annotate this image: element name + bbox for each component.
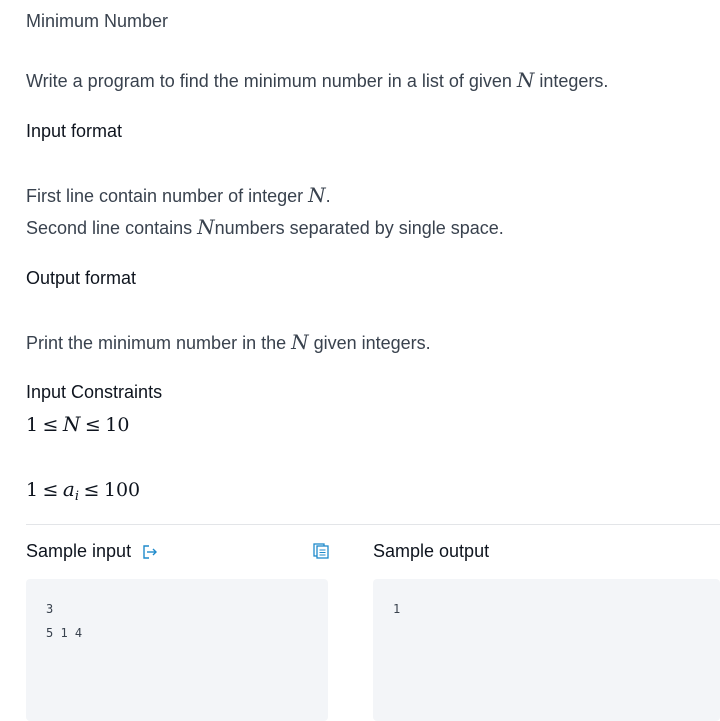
constraint-low: 1 bbox=[26, 414, 39, 436]
input-format-heading: Input format bbox=[26, 121, 123, 141]
sample-input-box[interactable] bbox=[26, 579, 328, 721]
output-format-heading: Output format bbox=[26, 268, 137, 288]
open-in-editor-icon[interactable] bbox=[141, 543, 159, 561]
math-variable: N bbox=[291, 330, 309, 354]
math-variable: a bbox=[62, 477, 75, 501]
output-format-text: Print the minimum number in the bbox=[26, 333, 292, 353]
copy-icon[interactable] bbox=[312, 541, 330, 559]
section-divider bbox=[26, 524, 720, 525]
statement-text: integers. bbox=[534, 71, 609, 91]
sample-input-code: 3 5 1 4 bbox=[46, 602, 83, 640]
input-format-line-1 bbox=[26, 184, 331, 207]
output-format-line bbox=[26, 331, 431, 354]
math-variable: N bbox=[197, 215, 215, 239]
constraint-high: 10 bbox=[105, 414, 130, 436]
input-constraints-heading: Input Constraints bbox=[26, 382, 163, 402]
math-variable: N bbox=[516, 68, 535, 92]
math-variable: N bbox=[62, 412, 81, 436]
sample-output-code: 1 bbox=[393, 602, 401, 616]
problem-statement bbox=[26, 69, 608, 92]
leq-symbol: ≤ bbox=[42, 414, 59, 436]
input-format-text: Second line contains bbox=[26, 218, 198, 238]
statement-text: Write a program to find the minimum number in a list of given bbox=[26, 71, 517, 91]
sample-output-heading: Sample output bbox=[373, 541, 490, 561]
constraint-ai bbox=[26, 477, 140, 504]
problem-title: Minimum Number bbox=[26, 11, 169, 31]
input-format-text: . bbox=[325, 186, 331, 206]
problem-page bbox=[26, 0, 720, 721]
leq-symbol: ≤ bbox=[42, 479, 59, 501]
sample-output-header bbox=[373, 541, 489, 562]
sample-input-header bbox=[26, 541, 159, 562]
constraint-n bbox=[26, 412, 129, 436]
sample-input-heading: Sample input bbox=[26, 541, 132, 561]
math-variable: N bbox=[308, 183, 326, 207]
constraint-high: 100 bbox=[103, 479, 141, 501]
math-subscript: i bbox=[74, 489, 80, 505]
leq-symbol: ≤ bbox=[84, 414, 101, 436]
constraint-low: 1 bbox=[26, 479, 39, 501]
leq-symbol: ≤ bbox=[83, 479, 100, 501]
input-format-text: First line contain number of integer bbox=[26, 186, 309, 206]
input-format-text: numbers separated by single space. bbox=[214, 218, 504, 238]
output-format-text: given integers. bbox=[308, 333, 431, 353]
input-format-line-2 bbox=[26, 216, 504, 239]
sample-output-box[interactable] bbox=[373, 579, 720, 721]
